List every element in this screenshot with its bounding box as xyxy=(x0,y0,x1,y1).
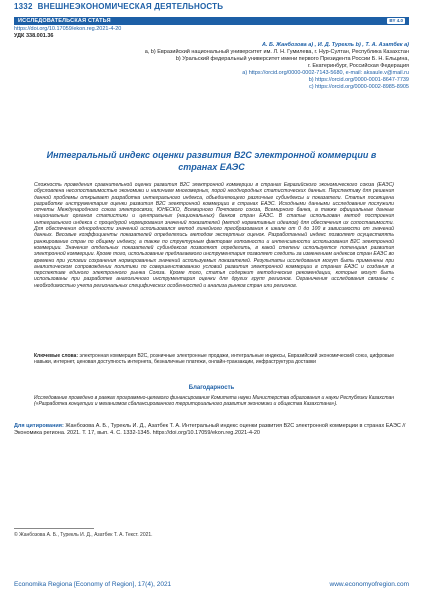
running-head xyxy=(14,2,223,11)
affiliation-1: a, b) Евразийский национальный университет им. Л. Н. Гумилева, г. Нур-Султан, Республика Казахстан xyxy=(144,49,409,55)
article-type-bar xyxy=(14,17,409,25)
license-badge: BY 4.0 xyxy=(389,18,403,23)
acknowledgments-title: Благодарность xyxy=(188,385,235,391)
keywords xyxy=(34,353,394,366)
udk-code: УДК 338.001.36 xyxy=(14,33,54,39)
copyright-footnote: © Жанбозова А. Б., Турекль И. Д., Азатбек Т. А. Текст. 2021. xyxy=(14,532,153,538)
orcid-2[interactable]: b) https://orcid.org/0000-0001-8647-7739 xyxy=(308,77,409,83)
section-name: ВНЕШНЕЭКОНОМИЧЕСКАЯ ДЕЯТЕЛЬНОСТЬ xyxy=(37,2,224,11)
doi-link[interactable]: https://doi.org/10.17059/ekon.reg.2021-4-20 xyxy=(14,26,122,32)
acknowledgments-text: Исследование проведено в рамках программно-целевого финансирования Комитета науки Министерства образования и науки Республики Казахстан («Разработка концепции и механизмов сбалансированного территориального развития экономики и общества Казахстана»). xyxy=(34,395,394,408)
orcid-3[interactable]: c) https://orcid.org/0000-0002-8985-8905 xyxy=(309,84,409,90)
affiliation-3: г. Екатеринбург, Российская Федерация xyxy=(307,63,409,69)
citation-text: Жанбозова А. Б., Турекль И. Д., Азатбек Т. А. Интегральный индекс оценки развития B2C электронной коммерции в странах ЕАЭС // Экономика региона. 2021. Т. 17, вып. 4. С. 1332-1345. https://doi.org/10.17059/ekon.reg.2021-4-20 xyxy=(14,423,406,436)
citation-label: Для цитирования: xyxy=(14,423,64,429)
article-title: Интегральный индекс оценки развития B2C электронной коммерции в странах ЕАЭС xyxy=(46,150,377,172)
page-number: 1332 xyxy=(14,2,33,11)
journal-website[interactable]: www.economyofregion.com xyxy=(329,581,409,588)
footnote-divider xyxy=(14,528,94,529)
orcid-1[interactable]: a) https://orcid.org/0000-0002-7143-5680, e-mail: aksaule.v@mail.ru xyxy=(242,70,409,76)
abstract: Сложность проведения сравнительной оценки развития В2С электронной коммерции в странах Евразийского экономического союза (ЕАЭС) обусловлена несопоставимостью экономики и наличием многомерных, порой неоднородных статистических данных. Перспективу для решения данной проблемы открывает разработка интегрального индекса, объединяющего различные субиндексы и показатели. Статья посвящена разработке инструментария оценки развития В2С электронной коммерции в странах ЕАЭС. Исходными данными исследования послужили отчеты Международного союза электросвязи, ЮНЕСКО, Всемирного Почтового союза, Всемирного банка, а также официальные данные национальных органов статистики и центральных (национальных) банков стран ЕАЭС. В статье использован метод построения интегрального индекса с процедурой нормирования значений показателей (метод нормативных идеалов) для обеспечения их сопоставимости. Для обеспечения однородности значений использовался метод линейного преобразования к шкале от 0 до 100 в зависимости от значений данных. Весовые коэффициенты показателей определялись методом экспертных оценок. Разработанный индекс позволяет осуществлять ранжирование стран по общему индексу, а также по структурным факторам готовности и интенсивности использования В2С электронной коммерции. Значения отдельных показателей субиндексов позволяют определить, в какой степени используется потенциал развития электронной коммерции. Кроме того, использование предлагаемого инструментария позволяет следить за изменением индексов стран ЕАЭС во времени при условии сохранения нормированных значений используемых показателей. Результаты исследования могут быть применены при аналитическом сопровождении политики по совершенствованию условий развития электронной коммерции в странах ЕАЭС и создания в перспективе единого электронного рынка Союза. Кроме того, статья содержит методические рекомендации, которые могут быть использованы при разработке аналогичного инструментария оценки для других групп регионов. Ограничения исследования связаны с необходимостью учета региональных специфических особенностей и анализа рынков стран или регионов. xyxy=(34,182,394,289)
affiliation-2: b) Уральский федеральный университет имени первого Президента России Б. Н. Ельцина, xyxy=(175,56,409,62)
keywords-label: Ключевые слова: xyxy=(34,353,78,359)
authors-block xyxy=(145,42,409,91)
journal-name: Economika Regiona [Economy of Region], 17(4), 2021 xyxy=(14,581,172,588)
keywords-text: электронная коммерция B2C, розничные электронные продажи, интегральные индексы, Евразийский экономический союз, цифровые навыки, интернет, ценовая доступность интернета, безналичные платежи, онлайн-транзакции, инфраструктура доставки xyxy=(34,353,394,366)
doi-line xyxy=(14,26,121,32)
author-names: А. Б. Жанбозова a) , И. Д. Турекль b) , Т. А. Азатбек a) xyxy=(262,42,409,48)
article-type-label: ИССЛЕДОВАТЕЛЬСКАЯ СТАТЬЯ xyxy=(18,18,111,24)
citation xyxy=(14,423,409,437)
